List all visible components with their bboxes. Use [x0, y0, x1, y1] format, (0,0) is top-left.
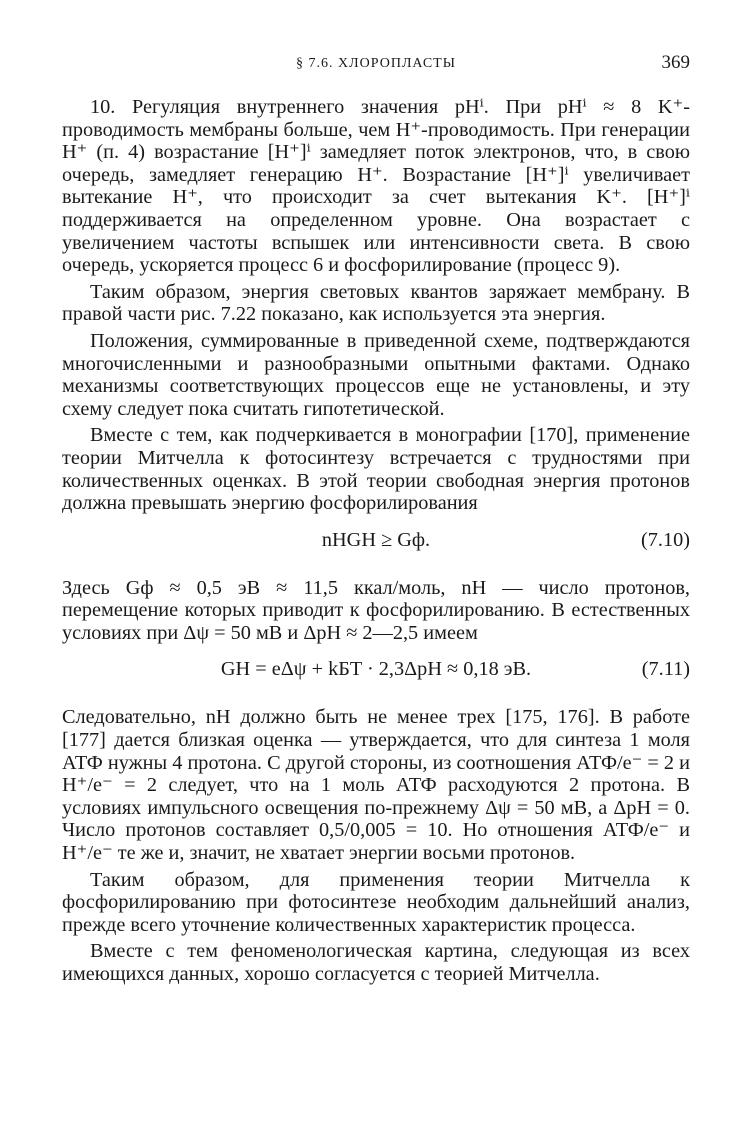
page-number: 369 [661, 52, 690, 73]
equation-number: (7.11) [641, 658, 690, 681]
equation-7-10 [62, 523, 690, 563]
paragraph-further-analysis: Таким образом, для применения теории Митчелла к фосфорилированию при фотосинтезе необходим дальнейший анализ, прежде всего уточнение количественных характеристик процесса. [62, 868, 690, 936]
body-text [62, 96, 690, 990]
equation-7-11 [62, 652, 690, 692]
paragraph-energy-values: Здесь Gф ≈ 0,5 эВ ≈ 11,5 ккал/моль, nH — число протонов, перемещение которых приводит к фосфорилированию. В естественных условиях при Δψ = 50 мВ и ΔpH ≈ 2—2,5 имеем [62, 576, 690, 644]
page-header [62, 52, 690, 76]
equation-number: (7.10) [641, 528, 690, 551]
paragraph-mitchell-theory: Вместе с тем, как подчеркивается в монографии [170], применение теории Митчелла к фотосинтезу встречается с трудностями при количественных оценках. В этой теории свободная энергия протонов должна превышать энергию фосфорилирования [62, 424, 690, 515]
paragraph-scheme-hypothesis: Положения, суммированные в приведенной схеме, подтверждаются многочисленными и разнообразными опытными фактами. Однако механизмы соответствующих процессов еще не установлены, и эту схему следует пока считать гипотетической. [62, 329, 690, 420]
equation-formula: GH = eΔψ + kБT · 2,3ΔpH ≈ 0,18 эВ. [220, 658, 532, 681]
paragraph-conclusion: Вместе с тем феноменологическая картина, следующая из всех имеющихся данных, хорошо согласуется с теорией Митчелла. [62, 940, 690, 985]
paragraph-proton-count: Следовательно, nH должно быть не менее трех [175, 176]. В работе [177] дается близкая оценка — утверждается, что для синтеза 1 моля АТФ нужны 4 протона. С другой стороны, из соотношения АТФ/e⁻ = 2 и H⁺/e⁻ = 2 следует, что на 1 моль АТФ расходуются 2 протона. В условиях импульсного освещения по-прежнему Δψ = 50 мВ, а ΔpH = 0. Число протонов составляет 0,5/0,005 = 10. Но отношения АТФ/e⁻ и H⁺/e⁻ те же и, значит, не хватает энергии восьми протонов. [62, 706, 690, 865]
paragraph-regulation-ph: 10. Регуляция внутреннего значения pHⁱ. При pHⁱ ≈ 8 K⁺-проводимость мембраны больше, чем H⁺-проводимость. При генерации H⁺ (п. 4) возрастание [H⁺]ⁱ замедляет поток электронов, что, в свою очередь, замедляет генерацию H⁺. Возрастание [H⁺]ⁱ увеличивает вытекание H⁺, что происходит за счет вытекания K⁺. [H⁺]ⁱ поддерживается на определенном уровне. Она возрастает с увеличением частоты вспышек или интенсивности света. В свою очередь, ускоряется процесс 6 и фосфорилирование (процесс 9). [62, 96, 690, 277]
running-head: § 7.6. ХЛОРОПЛАСТЫ [296, 56, 456, 71]
equation-formula: nHGH ≥ Gф. [321, 528, 431, 551]
paragraph-light-energy: Таким образом, энергия световых квантов заряжает мембрану. В правой части рис. 7.22 показано, как используется эта энергия. [62, 280, 690, 326]
